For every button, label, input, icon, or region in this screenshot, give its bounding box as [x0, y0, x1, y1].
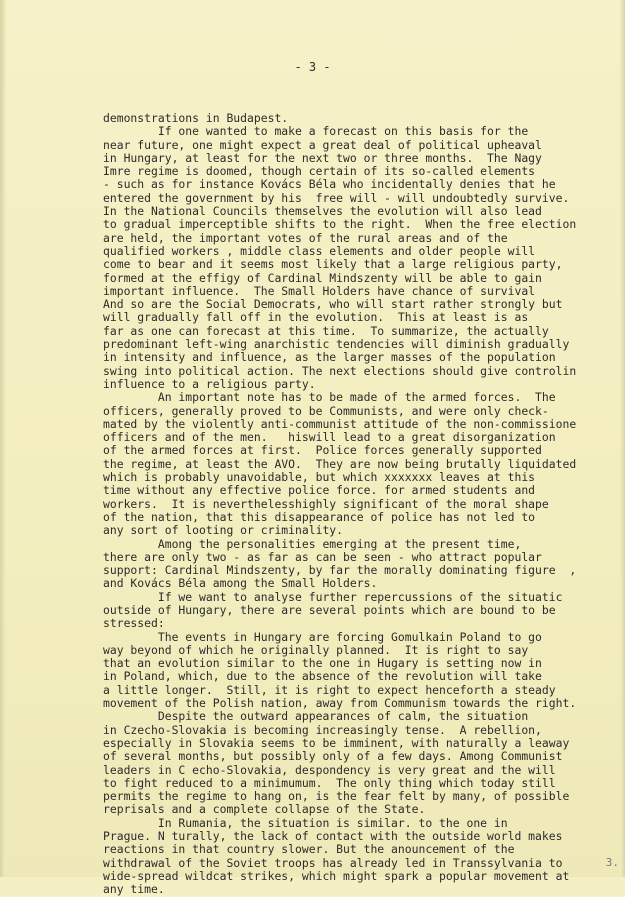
text-line: influence to a religious party.	[103, 376, 316, 391]
text-line: In the National Councils themselves the evolution will also lead	[103, 204, 542, 219]
text-line: mated by the violently anti-communist attitude of the non-commissione	[103, 416, 577, 431]
text-line: An important note has to be made of the armed forces. The	[103, 390, 556, 405]
text-line: officers, generally proved to be Communists, and were only check-	[103, 403, 549, 418]
text-line: in Hungary, at least for the next two or three months. The Nagy	[103, 150, 542, 165]
text-line: permits the regime to hang on, is the fear felt by many, of possible	[103, 789, 570, 804]
text-line: formed at the effigy of Cardinal Mindszenty will be able to gain	[103, 270, 542, 285]
text-line: are held, the important votes of the rural areas and of the	[103, 230, 508, 245]
page-number: - 3 -	[294, 60, 331, 74]
text-line: any time.	[103, 882, 165, 897]
text-line: leaders in C echo-Slovakia, despondency is very great and the will	[103, 762, 556, 777]
text-line: movement of the Polish nation, away from Communism towards the right.	[103, 696, 577, 711]
text-line: Among the personalities emerging at the present time,	[103, 536, 522, 551]
text-line: near future, one might expect a great deal of political upheaval	[103, 137, 542, 152]
text-line: in intensity and influence, as the larger masses of the population	[103, 350, 556, 365]
text-line: The events in Hungary are forcing Gomulkain Poland to go	[103, 629, 542, 644]
text-line: far as one can forecast at this time. To summarize, the actually	[103, 323, 549, 338]
text-line: there are only two - as far as can be seen - who attract popular	[103, 549, 542, 564]
text-line: demonstrations in Budapest.	[103, 112, 289, 125]
text-line: especially in Slovakia seems to be imminent, with naturally a leaway	[103, 735, 570, 750]
text-line: And so are the Social Democrats, who will start rather strongly but	[103, 297, 563, 312]
corner-mark: 3.	[605, 856, 619, 869]
text-line: swing into political action. The next elections should give controlin	[103, 363, 577, 378]
page-edge-left	[0, 0, 6, 877]
text-line: If we want to analyse further repercussions of the situatic	[103, 589, 563, 604]
text-line: and Kovács Béla among the Small Holders.	[103, 576, 378, 591]
text-line: entered the government by his free will - will undoubtedly survive.	[103, 190, 570, 205]
text-line: - such as for instance Kovács Béla who incidentally denies that he	[103, 177, 556, 192]
text-line: that an evolution similar to the one in Hugary is setting now in	[103, 656, 542, 671]
text-line: of several months, but possibly only of a few days. Among Communist	[103, 749, 563, 764]
text-line: outside of Hungary, there are several points which are bound to be	[103, 602, 556, 617]
text-line: In Rumania, the situation is similar. to the one in	[103, 815, 508, 830]
text-line: Imre regime is doomed, though certain of its so-called elements	[103, 164, 536, 179]
text-line: of the nation, that this disappearance of police has not led to	[103, 509, 536, 524]
text-line: workers. It is neverthelesshighly significant of the moral shape	[103, 496, 549, 511]
text-line: qualified workers , middle class elements and older people will	[103, 243, 536, 258]
text-line: officers and of the men. hiswill lead to a great disorganization	[103, 430, 556, 445]
text-line: the regime, at least the AVO. They are now being brutally liquidated	[103, 456, 577, 471]
text-line: will gradually fall off in the evolution. This at least is as	[103, 310, 529, 325]
text-line: to fight reduced to a minimumum. The only thing which today still	[103, 775, 556, 790]
text-line: Prague. N turally, the lack of contact with the outside world makes	[103, 829, 563, 844]
text-line: Despite the outward appearances of calm, the situation	[103, 709, 529, 724]
text-line: of the armed forces at first. Police forces generally supported	[103, 443, 542, 458]
text-line: wide-spread wildcat strikes, which might spark a popular movement at	[103, 868, 570, 883]
text-line: reprisals and a complete collapse of the State.	[103, 802, 426, 817]
typewritten-body	[103, 112, 621, 897]
text-line: support: Cardinal Mindszenty, by far the morally dominating figure ,	[103, 563, 577, 578]
text-line: to gradual imperceptible shifts to the right. When the free election	[103, 217, 577, 232]
text-line: way beyond of which he originally planned. It is right to say	[103, 642, 529, 657]
text-line: in Poland, which, due to the absence of the revolution will take	[103, 669, 542, 684]
text-line: which is probably unavoidable, but which xxxxxxx leaves at this	[103, 470, 536, 485]
text-line: in Czecho-Slovakia is becoming increasingly tense. A rebellion,	[103, 722, 542, 737]
text-line: withdrawal of the Soviet troops has already led in Transsylvania to	[103, 855, 563, 870]
text-line: If one wanted to make a forecast on this basis for the	[103, 124, 529, 139]
text-line: reactions in that country slower. But the anouncement of the	[103, 842, 515, 857]
text-line: come to bear and it seems most likely that a large religious party,	[103, 257, 563, 272]
text-line: time without any effective police force. for armed students and	[103, 483, 536, 498]
text-line: any sort of looting or criminality.	[103, 523, 344, 538]
text-line: predominant left-wing anarchistic tendencies will diminish gradually	[103, 337, 570, 352]
text-line: stressed:	[103, 616, 165, 631]
text-line: important influence. The Small Holders have chance of survival	[103, 283, 536, 298]
text-line: a little longer. Still, it is right to expect henceforth a steady	[103, 682, 556, 697]
